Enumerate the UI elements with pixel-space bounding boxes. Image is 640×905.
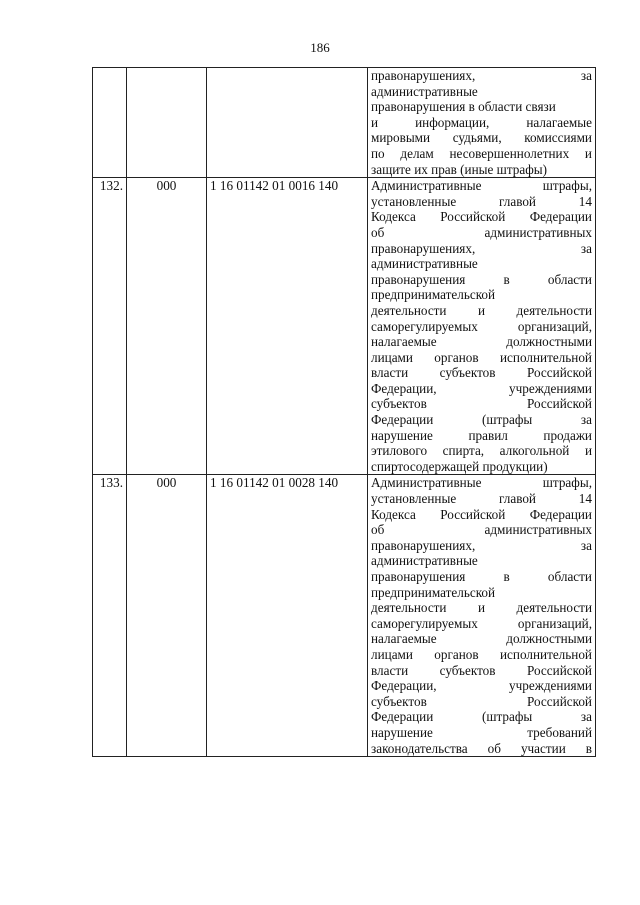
budget-code-cell <box>207 178 368 475</box>
row-number-cell <box>93 178 127 475</box>
description-line: этилового спирта, алкогольной и <box>371 443 592 459</box>
admin-code-cell <box>127 68 207 178</box>
budget-code-cell-text: 1 16 01142 01 0028 140 <box>210 475 339 491</box>
description-line: лицами органов исполнительной <box>371 646 592 662</box>
table-row <box>93 178 596 475</box>
description-line: мировыми судьями, комиссиями <box>371 130 592 146</box>
description-line: субъектов Российской <box>371 693 592 709</box>
description-line: правонарушения в области <box>371 569 592 584</box>
description-line: административные <box>371 83 478 99</box>
description-line: Федерации, учреждениями <box>371 678 592 694</box>
description-line: саморегулируемых организаций, <box>371 318 592 334</box>
description-line: власти субъектов Российской <box>371 365 592 381</box>
description-line: административные <box>371 553 478 569</box>
description-line: саморегулируемых организаций, <box>371 615 592 631</box>
description-line: Федерации (штрафы за <box>371 709 592 725</box>
budget-code-cell <box>207 68 368 178</box>
description-line: по делам несовершеннолетних и <box>371 145 592 161</box>
description-line: лицами органов исполнительной <box>371 349 592 365</box>
description-line: защите их прав (иные штрафы) <box>371 161 548 177</box>
budget-code-cell-text: 1 16 01142 01 0016 140 <box>210 178 339 194</box>
description-line: правонарушениях, за <box>371 68 592 83</box>
description-cell <box>368 178 596 475</box>
description-line: административные <box>371 256 478 272</box>
description-line: деятельности и деятельности <box>371 302 592 318</box>
description-line: налагаемые должностными <box>371 631 592 647</box>
row-number-cell-text: 133. <box>99 475 123 491</box>
description-line: нарушение требований <box>371 724 592 740</box>
table-row <box>93 475 596 757</box>
description-line: правонарушениях, за <box>371 240 592 256</box>
description-cell <box>368 68 596 178</box>
description-line: нарушение правил продажи <box>371 427 592 443</box>
description-line: Административные штрафы, <box>371 475 592 491</box>
description-line: Административные штрафы, <box>371 178 592 194</box>
description-cell <box>368 475 596 757</box>
description-line: налагаемые должностными <box>371 334 592 350</box>
admin-code-cell-text: 000 <box>156 475 177 491</box>
row-number-cell <box>93 68 127 178</box>
description-line: и информации, налагаемые <box>371 114 592 130</box>
row-number-cell-text: 132. <box>99 178 123 194</box>
table-row <box>93 68 596 178</box>
description-line: Федерации, учреждениями <box>371 380 592 396</box>
description-line: правонарушения в области <box>371 271 592 287</box>
admin-code-cell <box>127 178 207 475</box>
description-line: установленные главой 14 <box>371 193 592 209</box>
description-line: деятельности и деятельности <box>371 600 592 616</box>
page-number: 186 <box>310 40 330 55</box>
description-line: об административных <box>371 522 592 538</box>
description-line: правонарушения в области связи <box>371 99 556 115</box>
admin-code-cell <box>127 475 207 757</box>
description-line: Кодекса Российской Федерации <box>371 209 592 225</box>
description-line: об административных <box>371 224 592 240</box>
description-line: правонарушениях, за <box>371 537 592 553</box>
budget-code-cell <box>207 475 368 757</box>
description-line: субъектов Российской <box>371 396 592 412</box>
admin-code-cell-text: 000 <box>156 178 177 194</box>
description-line: предпринимательской <box>371 287 496 303</box>
description-line: власти субъектов Российской <box>371 662 592 678</box>
budget-codes-table <box>92 67 596 757</box>
description-line: спиртосодержащей продукции) <box>371 458 548 474</box>
row-number-cell <box>93 475 127 757</box>
description-line: законодательства об участии в <box>371 740 592 756</box>
description-line: Кодекса Российской Федерации <box>371 506 592 522</box>
description-line: Федерации (штрафы за <box>371 412 592 428</box>
description-line: предпринимательской <box>371 584 496 600</box>
description-line: установленные главой 14 <box>371 491 592 507</box>
